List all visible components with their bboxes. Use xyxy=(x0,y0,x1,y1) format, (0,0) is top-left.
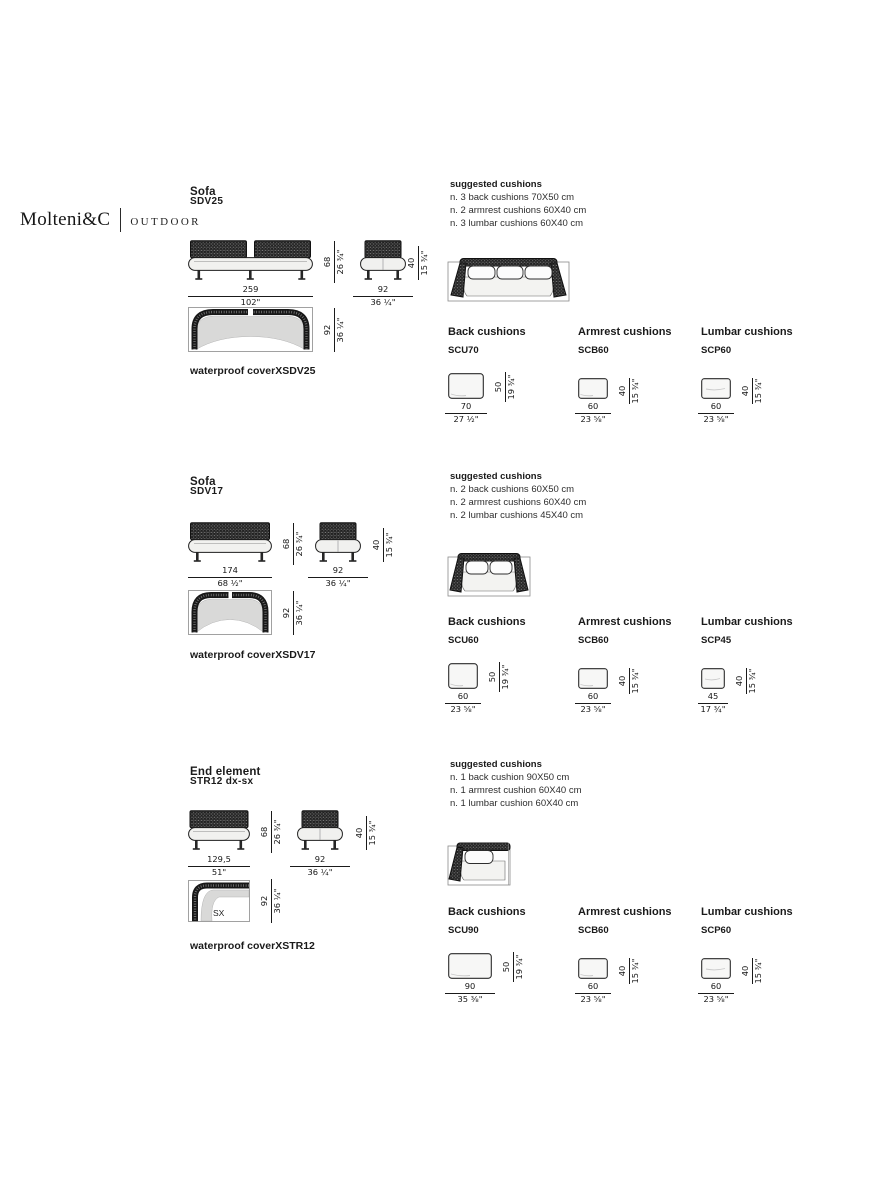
side-height-dimension: 40 15 ¾" xyxy=(351,810,381,856)
cushion-height-dimension: 40 15 ¾" xyxy=(617,378,640,404)
top-depth-dimension: 92 36 ¼" xyxy=(256,878,286,924)
side-view-diagram xyxy=(360,240,406,284)
suggested-item: n. 1 back cushion 90X50 cm xyxy=(450,772,570,783)
front-height-dimension: 68 26 ¾" xyxy=(319,239,349,285)
cushion-icon xyxy=(448,663,478,689)
logo-divider xyxy=(120,208,121,232)
cushion-title: Armrest cushions xyxy=(578,326,672,338)
waterproof-cover-top-view xyxy=(188,307,313,352)
cushion-spec-back xyxy=(448,616,574,714)
cushion-spec-back xyxy=(448,326,574,424)
waterproof-cover-label xyxy=(190,649,314,661)
cushion-height-dimension: 50 19 ¾" xyxy=(484,654,514,700)
cushion-title: Armrest cushions xyxy=(578,616,672,628)
waterproof-cover-label xyxy=(190,365,314,377)
waterproof-cover-top-view xyxy=(188,590,272,635)
cushion-width-dimension: 90 35 ⅜" xyxy=(445,982,495,1004)
suggested-title: suggested cushions xyxy=(450,471,542,482)
section-title: End element xyxy=(190,765,261,778)
suggested-item: n. 2 back cushions 60X50 cm xyxy=(450,484,575,495)
cushion-title: Lumbar cushions xyxy=(701,616,793,628)
cushion-icon xyxy=(701,958,731,979)
cushion-width-dimension: 60 23 ⅝" xyxy=(698,982,734,1004)
cushion-width-dimension: 60 23 ⅝" xyxy=(445,692,481,714)
cushion-height-dimension: 50 19 ¾" xyxy=(498,944,528,990)
front-height-dimension: 68 26 ¾" xyxy=(256,809,286,855)
cushion-title: Lumbar cushions xyxy=(701,326,793,338)
waterproof-cover-top-view xyxy=(188,880,250,922)
side-view-diagram xyxy=(297,810,343,854)
cushion-icon xyxy=(701,668,725,689)
brand-name: Molteni&C xyxy=(20,209,111,230)
front-view-diagram xyxy=(188,810,250,854)
section-end-element-str12 xyxy=(188,756,838,1018)
cushion-code: SCU90 xyxy=(448,925,479,936)
cover-code: XSDV25 xyxy=(275,365,316,377)
top-depth-dimension: 92 36 ¼" xyxy=(278,590,308,636)
suggested-cushions xyxy=(450,470,670,522)
cushion-title: Back cushions xyxy=(448,326,526,338)
cushion-width-dimension: 60 23 ⅝" xyxy=(575,692,611,714)
waterproof-cover-label xyxy=(190,940,314,952)
sofa-with-cushions-view xyxy=(447,255,570,302)
side-height-dimension: 40 15 ¾" xyxy=(403,240,433,286)
cushion-code: SCB60 xyxy=(578,345,609,356)
section-title: Sofa xyxy=(190,475,216,488)
cushion-spec-lumbar xyxy=(701,326,827,424)
top-depth-dimension: 92 36 ¼" xyxy=(319,307,349,353)
side-width-dimension: 92 36 ¼" xyxy=(353,285,413,307)
cushion-height-dimension: 40 15 ¾" xyxy=(740,378,763,404)
cushion-icon xyxy=(701,378,731,399)
front-width-dimension: 174 68 ½" xyxy=(188,566,272,588)
suggested-item: n. 2 lumbar cushions 45X40 cm xyxy=(450,510,584,521)
cushion-width-dimension: 70 27 ½" xyxy=(445,402,487,424)
cushion-spec-armrest xyxy=(578,326,704,424)
brand-division: OUTDOOR xyxy=(130,215,201,228)
cover-label: waterproof cover xyxy=(190,940,276,952)
cushion-icon xyxy=(578,958,608,979)
side-height-dimension: 40 15 ¾" xyxy=(368,522,398,568)
side-width-dimension: 92 36 ¼" xyxy=(308,566,368,588)
suggested-title: suggested cushions xyxy=(450,759,542,770)
cushion-title: Armrest cushions xyxy=(578,906,672,918)
section-sofa-sdv25 xyxy=(188,176,838,438)
cushion-code: SCP60 xyxy=(701,345,732,356)
cushion-spec-lumbar xyxy=(701,906,827,1004)
cushion-height-dimension: 40 15 ¾" xyxy=(617,668,640,694)
legs xyxy=(195,270,305,279)
brand-logo xyxy=(20,208,201,232)
cushion-height-dimension: 40 15 ¾" xyxy=(740,958,763,984)
side-width-dimension: 92 36 ¼" xyxy=(290,855,350,877)
suggested-title: suggested cushions xyxy=(450,179,542,190)
cushion-code: SCB60 xyxy=(578,925,609,936)
suggested-item: n. 1 lumbar cushion 60X40 cm xyxy=(450,798,579,809)
cushion-height-dimension: 40 15 ¾" xyxy=(734,668,757,694)
cushion-icon xyxy=(578,668,608,689)
cushion-spec-back xyxy=(448,906,574,1004)
cushion-width-dimension: 60 23 ⅝" xyxy=(575,982,611,1004)
cushion-title: Lumbar cushions xyxy=(701,906,793,918)
suggested-item: n. 2 armrest cushions 60X40 cm xyxy=(450,497,587,508)
sofa-with-cushions-view xyxy=(447,550,531,597)
front-width-dimension: 259 102" xyxy=(188,285,313,307)
suggested-cushions xyxy=(450,178,670,230)
cushion-width-dimension: 60 23 ⅝" xyxy=(698,402,734,424)
suggested-item: n. 2 armrest cushions 60X40 cm xyxy=(450,205,587,216)
front-height-dimension: 68 26 ¾" xyxy=(278,521,308,567)
sx-label: SX xyxy=(213,908,225,918)
cushion-icon xyxy=(448,373,484,399)
cushion-height-dimension: 50 19 ¾" xyxy=(490,364,520,410)
section-sofa-sdv17 xyxy=(188,466,838,728)
cushion-spec-armrest xyxy=(578,616,704,714)
cover-code: XSTR12 xyxy=(275,940,315,952)
cushion-code: SCB60 xyxy=(578,635,609,646)
cover-code: XSDV17 xyxy=(275,649,316,661)
cushion-code: SCU70 xyxy=(448,345,479,356)
cushion-code: SCU60 xyxy=(448,635,479,646)
section-code: SDV25 xyxy=(190,196,224,207)
cushion-code: SCP60 xyxy=(701,925,732,936)
cover-label: waterproof cover xyxy=(190,365,276,377)
end-element-with-cushion-view xyxy=(447,840,511,886)
cushion-icon xyxy=(448,953,492,979)
suggested-item: n. 3 back cushions 70X50 cm xyxy=(450,192,575,203)
section-code: STR12 dx-sx xyxy=(190,776,254,787)
front-view-diagram xyxy=(188,240,313,284)
cushion-height-dimension: 40 15 ¾" xyxy=(617,958,640,984)
cushion-width-dimension: 45 17 ¾" xyxy=(698,692,728,714)
section-code: SDV17 xyxy=(190,486,224,497)
cushion-icon xyxy=(578,378,608,399)
suggested-cushions xyxy=(450,758,670,810)
suggested-item: n. 1 armrest cushion 60X40 cm xyxy=(450,785,582,796)
cushion-code: SCP45 xyxy=(701,635,732,646)
cushion-width-dimension: 60 23 ⅝" xyxy=(575,402,611,424)
cover-label: waterproof cover xyxy=(190,649,276,661)
front-view-diagram xyxy=(188,522,272,566)
cushion-spec-armrest xyxy=(578,906,704,1004)
cushion-title: Back cushions xyxy=(448,906,526,918)
cushion-title: Back cushions xyxy=(448,616,526,628)
front-width-dimension: 129,5 51" xyxy=(188,855,250,877)
suggested-item: n. 3 lumbar cushions 60X40 cm xyxy=(450,218,584,229)
cushion-spec-lumbar xyxy=(700,616,827,714)
side-view-diagram xyxy=(315,522,361,566)
section-title: Sofa xyxy=(190,185,216,198)
